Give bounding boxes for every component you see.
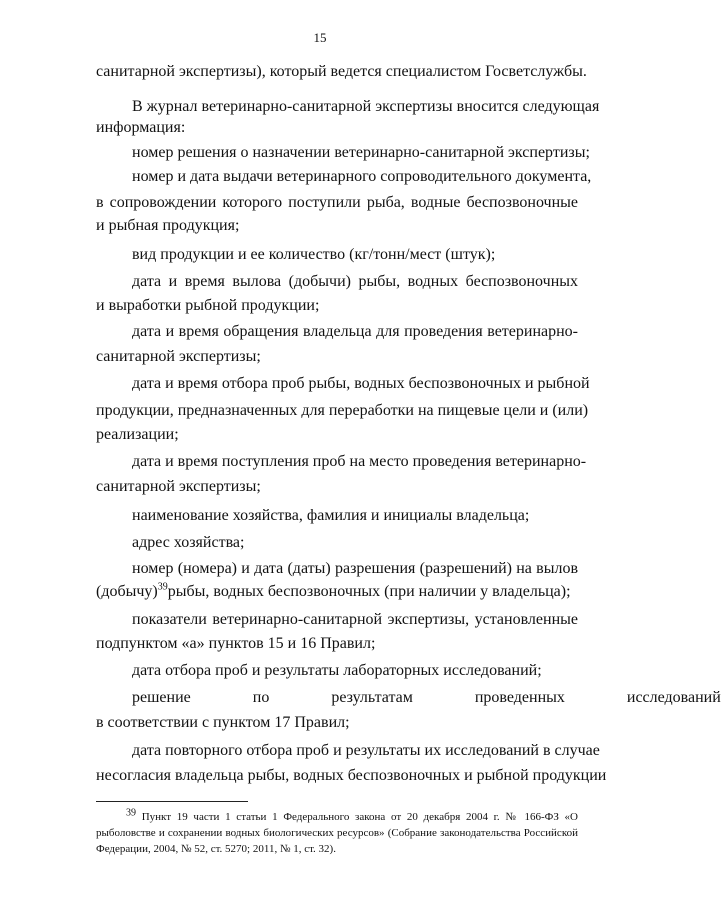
body-line: санитарной экспертизы; [96,348,261,365]
body-line: реализации; [96,426,179,443]
footnote-ref-marker: 39 [157,581,168,593]
footnote-line [126,807,578,824]
body-line: в соответствии с пунктом 17 Правил; [96,714,350,731]
footnote-line: Федерации, 2004, № 52, ст. 5270; 2011, № 1, ст. 32). [96,843,336,855]
body-line: номер (номера) и дата (даты) разрешения (разрешений) на вылов [132,560,578,577]
body-line: санитарной экспертизы), который ведется специалистом Госветслужбы. [96,63,587,80]
body-line: и рыбная продукция; [96,217,240,234]
body-line: дата повторного отбора проб и результаты их исследований в случае [132,742,600,759]
footnote-ref-text: (добычу) [96,583,158,600]
body-line: несогласия владельца рыбы, водных беспозвоночных и рыбной продукции [96,767,607,784]
body-line: решение по результатам проведенных исследований [132,689,721,706]
page-number: 15 [313,30,327,45]
footnote-text: Пункт 19 части 1 статьи 1 Федерального закона от 20 декабря 2004 г. № 166-ФЗ «О [141,811,578,823]
body-line: дата и время отбора проб рыбы, водных беспозвоночных и рыбной [132,375,590,392]
body-line: номер решения о назначении ветеринарно-санитарной экспертизы; [132,144,590,161]
body-line: в сопровождении которого поступили рыба, водные беспозвоночные [96,194,578,211]
body-line: вид продукции и ее количество (кг/тонн/мест (штук); [132,246,496,263]
body-line: санитарной экспертизы; [96,478,261,495]
body-line: дата и время вылова (добычи) рыбы, водных беспозвоночных [132,273,578,290]
body-line: дата и время поступления проб на место проведения ветеринарно- [132,453,587,470]
body-line: информация: [96,119,186,136]
footnote-marker: 39 [126,807,136,819]
body-line: дата и время обращения владельца для проведения ветеринарно- [132,323,578,340]
body-line: подпунктом «а» пунктов 15 и 16 Правил; [96,635,376,652]
footnote-divider [96,801,248,802]
body-line: В журнал ветеринарно-санитарной экспертизы вносится следующая [132,98,600,115]
body-line: дата отбора проб и результаты лабораторных исследований; [132,662,542,679]
body-line: адрес хозяйства; [132,534,245,551]
body-line: наименование хозяйства, фамилия и инициалы владельца; [132,507,530,524]
footnote-ref-continuation: рыбы, водных беспозвоночных (при наличии у владельца); [167,583,571,600]
body-line: и выработки рыбной продукции; [96,297,320,314]
body-line: показатели ветеринарно-санитарной экспертизы, установленные [132,611,578,628]
body-line: продукции, предназначенных для переработки на пищевые цели и (или) [96,402,589,419]
footnote-line: рыболовстве и сохранении водных биологических ресурсов» (Собрание законодательства Российской [96,827,578,839]
body-line: номер и дата выдачи ветеринарного сопроводительного документа, [132,168,592,185]
body-line [96,582,578,602]
